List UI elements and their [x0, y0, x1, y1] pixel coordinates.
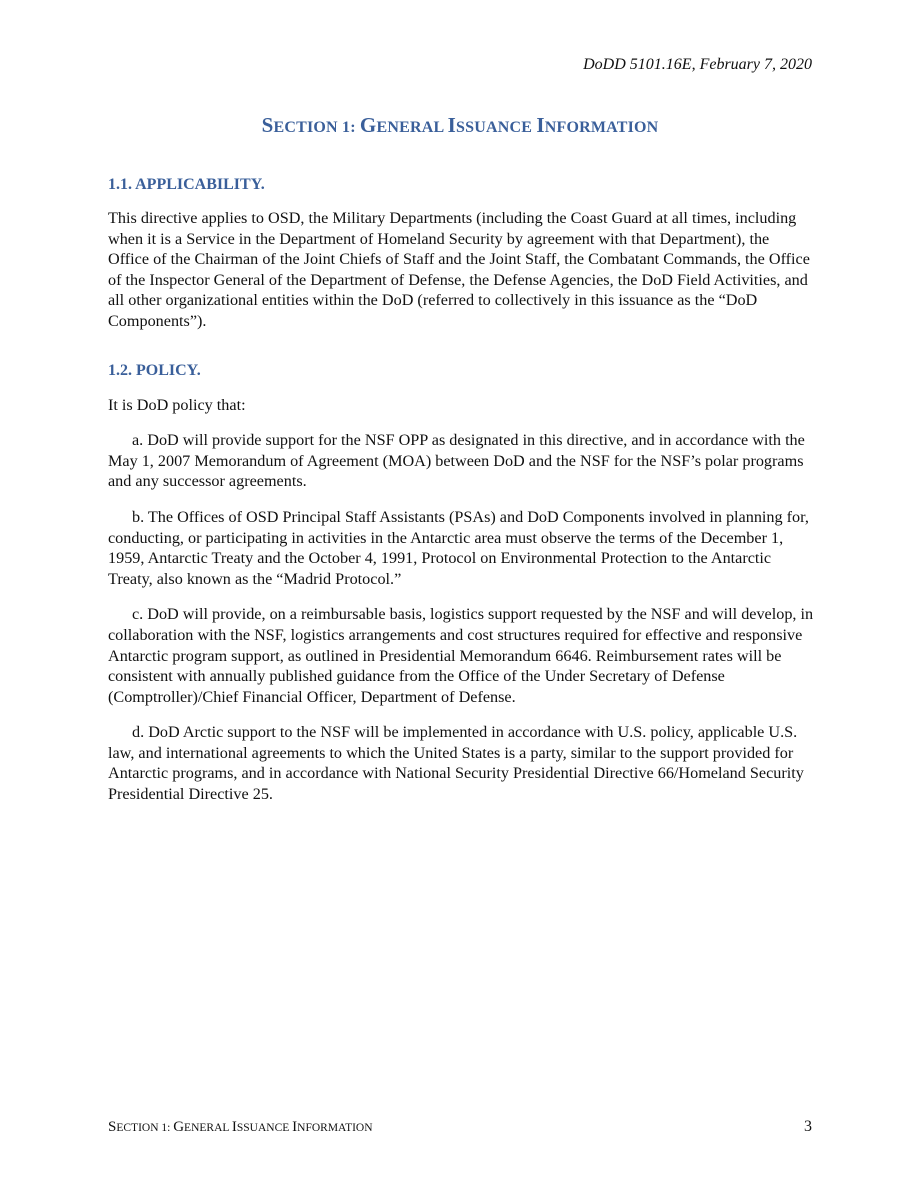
- title-cap: S: [261, 113, 274, 137]
- title-smallcaps: ENERAL: [376, 119, 448, 136]
- title-smallcaps: ECTION 1:: [273, 119, 360, 136]
- footer-cap: G: [173, 1119, 185, 1135]
- policy-item-c: c. DoD will provide, on a reimbursable basis, logistics support requested by the NSF and will develop, in collaboration with the NSF, logistics arrangements and cost structures required for effective and responsive Antarctic program support, as outlined in Presidential Memorandum 6646. Reimbursement rates will be consistent with annually published guidance from the Office of the Under Secretary of Defense (Comptroller)/Chief Financial Officer, Department of Defense.: [108, 605, 814, 706]
- title-smallcaps: SSUANCE: [456, 119, 537, 136]
- title-cap: I: [447, 113, 457, 137]
- document-reference: DoDD 5101.16E, February 7, 2020: [583, 56, 812, 73]
- title-cap: I: [536, 113, 545, 137]
- footer-smallcaps: ECTION 1:: [116, 1122, 174, 1134]
- applicability-paragraph: This directive applies to OSD, the Military Departments (including the Coast Guard at all times, including when it is a Service in the Department of Homeland Security by agreement with that Department), the Office of the Chairman of the Joint Chiefs of Staff and the Joint Staff, the Combatant Commands, the Office of the Inspector General of the Department of Defense, the Defense Agencies, the DoD Field Activities, and all other organizational entities within the DoD (referred to collectively in this issuance as the “DoD Components”).: [108, 209, 810, 330]
- section-title: [0, 113, 920, 138]
- footer-smallcaps: NFORMATION: [297, 1122, 373, 1134]
- footer-smallcaps: SSUANCE: [236, 1122, 293, 1134]
- policy-item-d: d. DoD Arctic support to the NSF will be implemented in accordance with U.S. policy, applicable U.S. law, and international agreements to which the United States is a party, similar to the support provided for Antarctic programs, and in accordance with National Security Presidential Directive 66/Homeland Security Presidential Directive 25.: [108, 723, 804, 804]
- footer-smallcaps: ENERAL: [184, 1122, 232, 1134]
- footer-cap: I: [292, 1119, 298, 1135]
- title-smallcaps: NFORMATION: [544, 119, 659, 136]
- footer-cap: S: [108, 1119, 117, 1135]
- footer-cap: I: [231, 1119, 237, 1135]
- policy-intro: It is DoD policy that:: [108, 395, 246, 414]
- applicability-heading: 1.1. APPLICABILITY.: [108, 176, 265, 193]
- page-number: 3: [804, 1118, 812, 1135]
- policy-item-a: a. DoD will provide support for the NSF OPP as designated in this directive, and in accordance with the May 1, 2007 Memorandum of Agreement (MOA) between DoD and the NSF for the NSF’s polar programs and any successor agreements.: [108, 431, 805, 491]
- footer-section-title: [108, 1118, 373, 1137]
- section-content: [108, 175, 814, 805]
- title-cap: G: [359, 113, 377, 137]
- policy-heading: 1.2. POLICY.: [108, 361, 201, 379]
- policy-item-b: b. The Offices of OSD Principal Staff Assistants (PSAs) and DoD Components involved in planning for, conducting, or participating in activities in the Antarctic area must observe the terms of the December 1, 1959, Antarctic Treaty and the October 4, 1991, Protocol on Environmental Protection to the Antarctic Treaty, also known as the “Madrid Protocol.”: [108, 507, 809, 588]
